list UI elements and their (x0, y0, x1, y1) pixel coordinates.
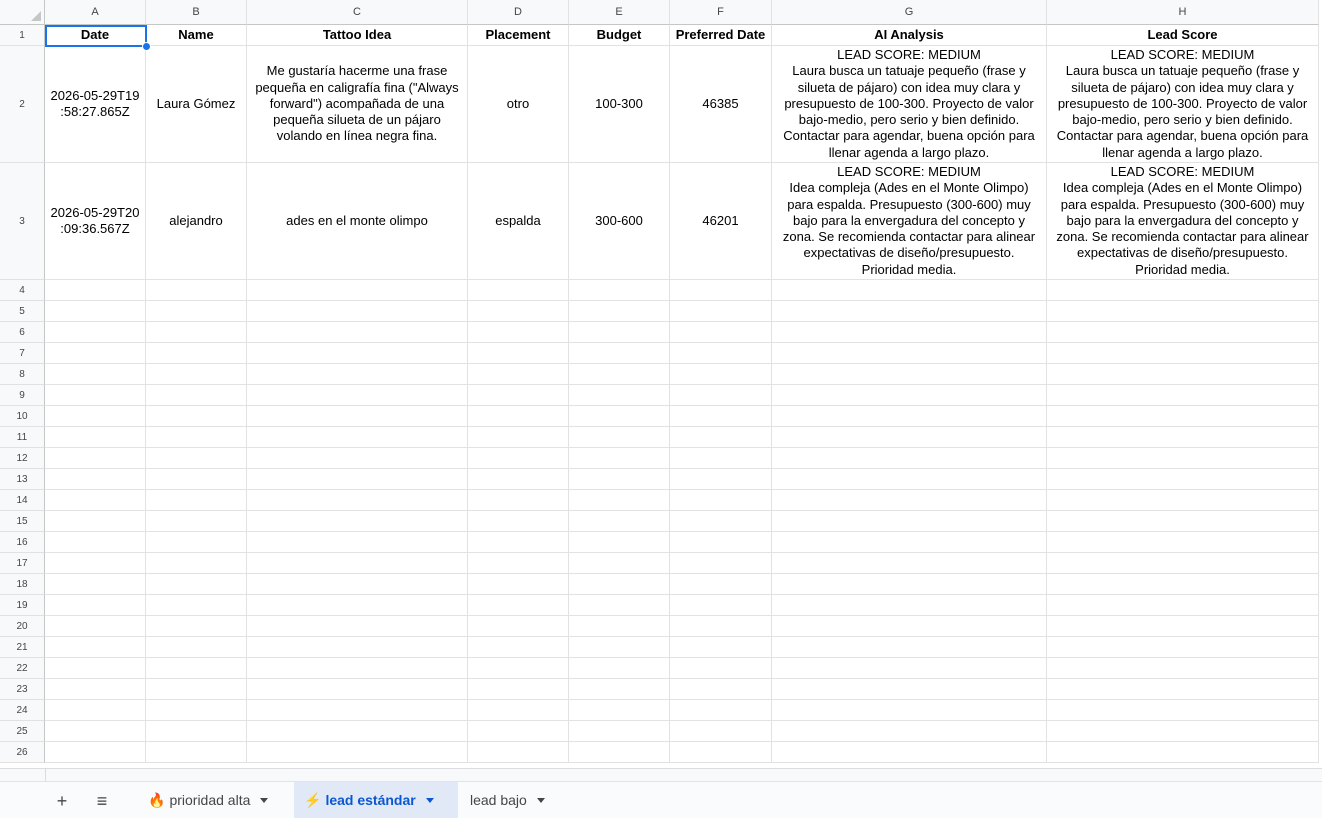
cell-f3[interactable]: 46201 (670, 163, 772, 280)
cell-c26[interactable] (247, 742, 468, 763)
cell-b13[interactable] (146, 469, 247, 490)
cell-e6[interactable] (569, 322, 670, 343)
cell-d26[interactable] (468, 742, 569, 763)
chevron-down-icon[interactable] (426, 798, 434, 803)
cell-h3[interactable]: LEAD SCORE: MEDIUM Idea compleja (Ades en el Monte Olimpo) para espalda. Presupuesto (300-600) muy bajo para la envergadura del concepto y zona. Se recomienda contactar para alinear expectativas de diseño/presupuesto. Prioridad media. (1047, 163, 1319, 280)
cell-d21[interactable] (468, 637, 569, 658)
cell-d11[interactable] (468, 427, 569, 448)
cell-e22[interactable] (569, 658, 670, 679)
cell-h5[interactable] (1047, 301, 1319, 322)
cell-e9[interactable] (569, 385, 670, 406)
column-header-b[interactable]: B (146, 0, 247, 25)
cell-f9[interactable] (670, 385, 772, 406)
cell-h4[interactable] (1047, 280, 1319, 301)
header-cell-analysis[interactable]: AI Analysis (772, 25, 1047, 46)
column-header-c[interactable]: C (247, 0, 468, 25)
cell-b3[interactable]: alejandro (146, 163, 247, 280)
cell-d14[interactable] (468, 490, 569, 511)
column-header-d[interactable]: D (468, 0, 569, 25)
cell-d2[interactable]: otro (468, 46, 569, 163)
cell-h24[interactable] (1047, 700, 1319, 721)
row-header-10[interactable]: 10 (0, 406, 45, 427)
cell-h2[interactable]: LEAD SCORE: MEDIUM Laura busca un tatuaje pequeño (frase y silueta de pájaro) con idea muy clara y presupuesto de 100-300. Proyecto de valor bajo-medio, pero serio y bien definido. Contactar para agendar, buena opción para llenar agenda a largo plazo. (1047, 46, 1319, 163)
cell-f26[interactable] (670, 742, 772, 763)
cell-a3[interactable]: 2026-05-29T20 :09:36.567Z (45, 163, 146, 280)
cell-c6[interactable] (247, 322, 468, 343)
cell-b5[interactable] (146, 301, 247, 322)
select-all-triangle (31, 11, 41, 21)
cell-f2[interactable]: 46385 (670, 46, 772, 163)
cell-e20[interactable] (569, 616, 670, 637)
cell-f21[interactable] (670, 637, 772, 658)
row-header-5[interactable]: 5 (0, 301, 45, 322)
cell-a5[interactable] (45, 301, 146, 322)
cell-e8[interactable] (569, 364, 670, 385)
cell-d3[interactable]: espalda (468, 163, 569, 280)
cell-e10[interactable] (569, 406, 670, 427)
cell-f15[interactable] (670, 511, 772, 532)
cell-e3[interactable]: 300-600 (569, 163, 670, 280)
cell-a23[interactable] (45, 679, 146, 700)
cell-b26[interactable] (146, 742, 247, 763)
cell-b18[interactable] (146, 574, 247, 595)
cell-d15[interactable] (468, 511, 569, 532)
cell-e24[interactable] (569, 700, 670, 721)
chevron-down-icon[interactable] (537, 798, 545, 803)
header-cell-name[interactable]: Name (146, 25, 247, 46)
cell-h25[interactable] (1047, 721, 1319, 742)
cell-c3[interactable]: ades en el monte olimpo (247, 163, 468, 280)
cell-a14[interactable] (45, 490, 146, 511)
sheet-tab-3[interactable] (460, 782, 560, 818)
cell-h11[interactable] (1047, 427, 1319, 448)
row-header-13[interactable]: 13 (0, 469, 45, 490)
row-header-16[interactable]: 16 (0, 532, 45, 553)
cell-c2[interactable]: Me gustaría hacerme una frase pequeña en caligrafía fina ("Always forward") acompañada de una pequeña silueta de un pájaro volando en línea negra fina. (247, 46, 468, 163)
cell-d13[interactable] (468, 469, 569, 490)
cell-a6[interactable] (45, 322, 146, 343)
cell-f8[interactable] (670, 364, 772, 385)
cell-h22[interactable] (1047, 658, 1319, 679)
cell-c19[interactable] (247, 595, 468, 616)
cell-b19[interactable] (146, 595, 247, 616)
cell-a7[interactable] (45, 343, 146, 364)
cell-d18[interactable] (468, 574, 569, 595)
cell-g14[interactable] (772, 490, 1047, 511)
sheet-tab-emoji-icon: 🔥 (148, 791, 166, 808)
cell-h20[interactable] (1047, 616, 1319, 637)
cell-g17[interactable] (772, 553, 1047, 574)
cell-b15[interactable] (146, 511, 247, 532)
cell-c16[interactable] (247, 532, 468, 553)
cell-b21[interactable] (146, 637, 247, 658)
scrollbar-corner (0, 769, 46, 781)
cell-d19[interactable] (468, 595, 569, 616)
cell-f5[interactable] (670, 301, 772, 322)
cell-h16[interactable] (1047, 532, 1319, 553)
cell-a18[interactable] (45, 574, 146, 595)
cell-c13[interactable] (247, 469, 468, 490)
sheet-tab-bar (0, 781, 1322, 818)
cell-a8[interactable] (45, 364, 146, 385)
cell-f16[interactable] (670, 532, 772, 553)
cell-b12[interactable] (146, 448, 247, 469)
cell-c21[interactable] (247, 637, 468, 658)
cell-a13[interactable] (45, 469, 146, 490)
cell-d23[interactable] (468, 679, 569, 700)
cell-b10[interactable] (146, 406, 247, 427)
row-header-24[interactable]: 24 (0, 700, 45, 721)
header-cell-lead-score[interactable]: Lead Score (1047, 25, 1319, 46)
cell-b14[interactable] (146, 490, 247, 511)
cell-g2[interactable]: LEAD SCORE: MEDIUM Laura busca un tatuaje pequeño (frase y silueta de pájaro) con idea muy clara y presupuesto de 100-300. Proyecto de valor bajo-medio, pero serio y bien definido. Contactar para agendar, buena opción para llenar agenda a largo plazo. (772, 46, 1047, 163)
cell-d10[interactable] (468, 406, 569, 427)
cell-g3[interactable]: LEAD SCORE: MEDIUM Idea compleja (Ades en el Monte Olimpo) para espalda. Presupuesto (300-600) muy bajo para la envergadura del concepto y zona. Se recomienda contactar para alinear expectativas de diseño/presupuesto. Prioridad media. (772, 163, 1047, 280)
cell-a26[interactable] (45, 742, 146, 763)
cell-b9[interactable] (146, 385, 247, 406)
cell-h18[interactable] (1047, 574, 1319, 595)
cell-h10[interactable] (1047, 406, 1319, 427)
cell-g6[interactable] (772, 322, 1047, 343)
row-header-14[interactable]: 14 (0, 490, 45, 511)
cell-f14[interactable] (670, 490, 772, 511)
cell-e19[interactable] (569, 595, 670, 616)
cell-c9[interactable] (247, 385, 468, 406)
cell-b24[interactable] (146, 700, 247, 721)
cell-c22[interactable] (247, 658, 468, 679)
cell-g21[interactable] (772, 637, 1047, 658)
cell-e13[interactable] (569, 469, 670, 490)
cell-d16[interactable] (468, 532, 569, 553)
cell-h21[interactable] (1047, 637, 1319, 658)
cell-f22[interactable] (670, 658, 772, 679)
cell-c7[interactable] (247, 343, 468, 364)
cell-a20[interactable] (45, 616, 146, 637)
column-headers (45, 0, 1322, 25)
cell-c24[interactable] (247, 700, 468, 721)
cell-g8[interactable] (772, 364, 1047, 385)
cell-b2[interactable]: Laura Gómez (146, 46, 247, 163)
cell-f6[interactable] (670, 322, 772, 343)
cell-d22[interactable] (468, 658, 569, 679)
cell-f7[interactable] (670, 343, 772, 364)
cell-h14[interactable] (1047, 490, 1319, 511)
cell-h13[interactable] (1047, 469, 1319, 490)
cell-a12[interactable] (45, 448, 146, 469)
cell-f18[interactable] (670, 574, 772, 595)
cell-c14[interactable] (247, 490, 468, 511)
cell-h17[interactable] (1047, 553, 1319, 574)
row-header-22[interactable]: 22 (0, 658, 45, 679)
cell-g24[interactable] (772, 700, 1047, 721)
sheet-tab-emoji-icon: ⚡ (304, 791, 322, 808)
cell-h7[interactable] (1047, 343, 1319, 364)
fill-handle[interactable] (142, 42, 151, 51)
row-header-12[interactable]: 12 (0, 448, 45, 469)
sheet-tab-label: prioridad alta (169, 792, 251, 808)
cell-e12[interactable] (569, 448, 670, 469)
cell-g12[interactable] (772, 448, 1047, 469)
cell-h26[interactable] (1047, 742, 1319, 763)
cell-g13[interactable] (772, 469, 1047, 490)
cell-h19[interactable] (1047, 595, 1319, 616)
cell-g25[interactable] (772, 721, 1047, 742)
cell-h8[interactable] (1047, 364, 1319, 385)
sheet-tab-label: lead bajo (470, 792, 527, 808)
cell-c23[interactable] (247, 679, 468, 700)
row-header-7[interactable]: 7 (0, 343, 45, 364)
cell-g18[interactable] (772, 574, 1047, 595)
cell-e14[interactable] (569, 490, 670, 511)
cell-e15[interactable] (569, 511, 670, 532)
cell-c5[interactable] (247, 301, 468, 322)
cell-a15[interactable] (45, 511, 146, 532)
cell-f11[interactable] (670, 427, 772, 448)
row-header-18[interactable]: 18 (0, 574, 45, 595)
cell-b17[interactable] (146, 553, 247, 574)
cell-d20[interactable] (468, 616, 569, 637)
cell-c18[interactable] (247, 574, 468, 595)
cell-c25[interactable] (247, 721, 468, 742)
row-header-8[interactable]: 8 (0, 364, 45, 385)
sheet-tab-1[interactable] (138, 782, 284, 818)
cell-e5[interactable] (569, 301, 670, 322)
cell-f19[interactable] (670, 595, 772, 616)
row-header-26[interactable]: 26 (0, 742, 45, 763)
row-header-9[interactable]: 9 (0, 385, 45, 406)
cell-b4[interactable] (146, 280, 247, 301)
cell-f20[interactable] (670, 616, 772, 637)
header-cell-preferred-date[interactable]: Preferred Date (670, 25, 772, 46)
cell-b6[interactable] (146, 322, 247, 343)
column-header-e[interactable]: E (569, 0, 670, 25)
cell-d9[interactable] (468, 385, 569, 406)
cell-h15[interactable] (1047, 511, 1319, 532)
cell-e4[interactable] (569, 280, 670, 301)
row-header-19[interactable]: 19 (0, 595, 45, 616)
cell-g22[interactable] (772, 658, 1047, 679)
cell-b20[interactable] (146, 616, 247, 637)
cell-g20[interactable] (772, 616, 1047, 637)
cell-g4[interactable] (772, 280, 1047, 301)
cell-d24[interactable] (468, 700, 569, 721)
header-cell-placement[interactable]: Placement (468, 25, 569, 46)
cell-a22[interactable] (45, 658, 146, 679)
sheet-tab-2[interactable] (294, 782, 458, 818)
sheet-tab-label: lead estándar (325, 792, 416, 808)
cell-d12[interactable] (468, 448, 569, 469)
cell-e2[interactable]: 100-300 (569, 46, 670, 163)
cell-h6[interactable] (1047, 322, 1319, 343)
cell-a4[interactable] (45, 280, 146, 301)
cell-d17[interactable] (468, 553, 569, 574)
cell-e7[interactable] (569, 343, 670, 364)
cell-c17[interactable] (247, 553, 468, 574)
cell-e25[interactable] (569, 721, 670, 742)
cell-e26[interactable] (569, 742, 670, 763)
cell-a21[interactable] (45, 637, 146, 658)
cell-f17[interactable] (670, 553, 772, 574)
cell-e18[interactable] (569, 574, 670, 595)
cell-g19[interactable] (772, 595, 1047, 616)
select-all-corner[interactable] (0, 0, 45, 25)
cell-a19[interactable] (45, 595, 146, 616)
cell-a24[interactable] (45, 700, 146, 721)
row-header-25[interactable]: 25 (0, 721, 45, 742)
all-sheets-menu-icon[interactable]: ≡ (96, 790, 108, 811)
cell-g23[interactable] (772, 679, 1047, 700)
cell-a9[interactable] (45, 385, 146, 406)
cell-d4[interactable] (468, 280, 569, 301)
cell-f4[interactable] (670, 280, 772, 301)
cell-a11[interactable] (45, 427, 146, 448)
cell-g15[interactable] (772, 511, 1047, 532)
horizontal-scrollbar[interactable] (0, 768, 1322, 781)
cell-b7[interactable] (146, 343, 247, 364)
cell-a2[interactable]: 2026-05-29T19 :58:27.865Z (45, 46, 146, 163)
column-header-h[interactable]: H (1047, 0, 1319, 25)
cell-g26[interactable] (772, 742, 1047, 763)
cell-b25[interactable] (146, 721, 247, 742)
column-header-a[interactable]: A (45, 0, 146, 25)
cell-d6[interactable] (468, 322, 569, 343)
header-cell-budget[interactable]: Budget (569, 25, 670, 46)
cell-h9[interactable] (1047, 385, 1319, 406)
cell-c11[interactable] (247, 427, 468, 448)
cell-h23[interactable] (1047, 679, 1319, 700)
cell-a16[interactable] (45, 532, 146, 553)
cell-b8[interactable] (146, 364, 247, 385)
row-header-15[interactable]: 15 (0, 511, 45, 532)
row-header-1[interactable]: 1 (0, 25, 45, 46)
add-sheet-button[interactable]: + (56, 790, 68, 811)
cell-f10[interactable] (670, 406, 772, 427)
cell-g7[interactable] (772, 343, 1047, 364)
cell-e17[interactable] (569, 553, 670, 574)
cell-c4[interactable] (247, 280, 468, 301)
row-header-3[interactable]: 3 (0, 163, 45, 280)
cell-c12[interactable] (247, 448, 468, 469)
cell-b22[interactable] (146, 658, 247, 679)
cell-c10[interactable] (247, 406, 468, 427)
cell-e23[interactable] (569, 679, 670, 700)
row-header-21[interactable]: 21 (0, 637, 45, 658)
row-header-23[interactable]: 23 (0, 679, 45, 700)
cell-d8[interactable] (468, 364, 569, 385)
column-header-f[interactable]: F (670, 0, 772, 25)
cell-g16[interactable] (772, 532, 1047, 553)
cell-b23[interactable] (146, 679, 247, 700)
cell-d25[interactable] (468, 721, 569, 742)
header-cell-idea[interactable]: Tattoo Idea (247, 25, 468, 46)
cell-h12[interactable] (1047, 448, 1319, 469)
cell-f12[interactable] (670, 448, 772, 469)
cell-e16[interactable] (569, 532, 670, 553)
cell-c15[interactable] (247, 511, 468, 532)
cell-e11[interactable] (569, 427, 670, 448)
row-header-11[interactable]: 11 (0, 427, 45, 448)
cell-a17[interactable] (45, 553, 146, 574)
column-header-g[interactable]: G (772, 0, 1047, 25)
cell-f23[interactable] (670, 679, 772, 700)
cell-f13[interactable] (670, 469, 772, 490)
row-header-20[interactable]: 20 (0, 616, 45, 637)
header-cell-date[interactable]: Date (45, 25, 146, 46)
cell-a25[interactable] (45, 721, 146, 742)
row-header-4[interactable]: 4 (0, 280, 45, 301)
cell-g11[interactable] (772, 427, 1047, 448)
cell-f25[interactable] (670, 721, 772, 742)
cell-b11[interactable] (146, 427, 247, 448)
cell-b16[interactable] (146, 532, 247, 553)
chevron-down-icon[interactable] (260, 798, 268, 803)
cell-g10[interactable] (772, 406, 1047, 427)
cell-e21[interactable] (569, 637, 670, 658)
cell-d5[interactable] (468, 301, 569, 322)
row-header-17[interactable]: 17 (0, 553, 45, 574)
cell-a10[interactable] (45, 406, 146, 427)
cell-c8[interactable] (247, 364, 468, 385)
row-header-2[interactable]: 2 (0, 46, 45, 163)
cell-d7[interactable] (468, 343, 569, 364)
cell-f24[interactable] (670, 700, 772, 721)
row-header-6[interactable]: 6 (0, 322, 45, 343)
cell-g9[interactable] (772, 385, 1047, 406)
cell-g5[interactable] (772, 301, 1047, 322)
cell-c20[interactable] (247, 616, 468, 637)
